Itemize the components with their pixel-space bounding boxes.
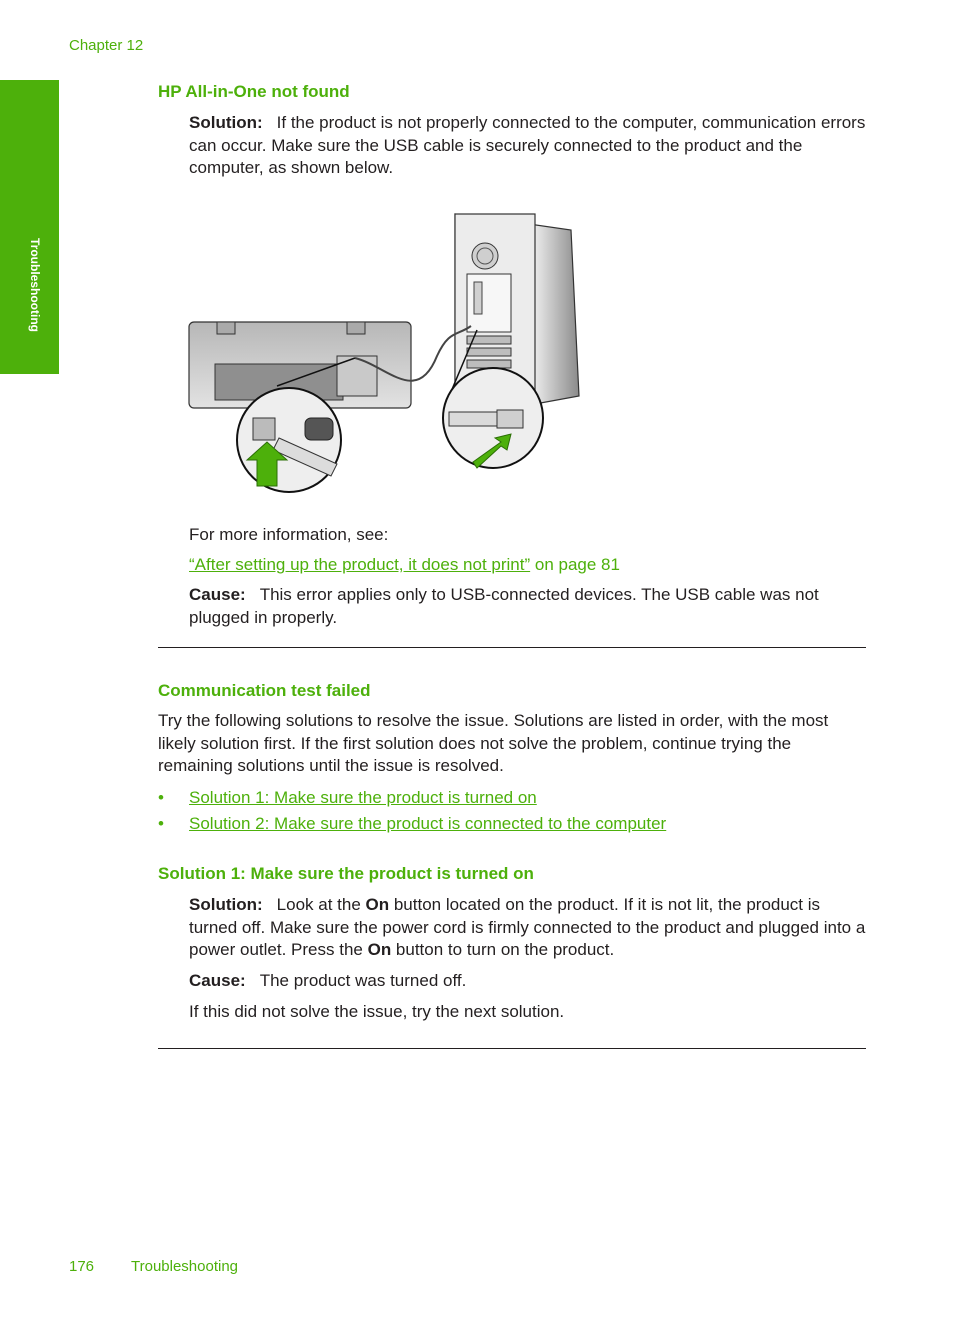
section-title-communication: Communication test failed (158, 681, 371, 700)
page-reference: on page 81 (530, 555, 620, 574)
cause-text: This error applies only to USB-connected devices. The USB cable was not plugged in properly. (189, 585, 819, 627)
solution-1-link[interactable]: Solution 1: Make sure the product is turned on (189, 788, 537, 807)
section-title-solution-1: Solution 1: Make sure the product is turned on (158, 864, 534, 883)
cause-label: Cause: (189, 585, 246, 604)
solution-text-pre: Look at the (276, 895, 366, 914)
list-item (189, 788, 537, 808)
solution-2-link[interactable]: Solution 2: Make sure the product is connected to the computer (189, 814, 667, 833)
after-setup-link[interactable]: “After setting up the product, it does not print” (189, 555, 531, 574)
cause-paragraph (189, 970, 867, 993)
on-button-name: On (367, 940, 392, 959)
side-tab-label: Troubleshooting (28, 238, 42, 332)
more-info-reference (189, 554, 867, 577)
solution-label: Solution: (189, 113, 263, 132)
page-number: 176 (69, 1258, 95, 1275)
list-item (189, 814, 666, 834)
intro-paragraph: Try the following solutions to resolve the issue. Solutions are listed in order, with the most likely solution first. If the first solution does not solve the problem, continue trying the remaining solutions until the issue is resolved. (158, 711, 829, 775)
solution-text: If the product is not properly connected to the computer, communication errors can occur. Make sure the USB cable is securely connected to the product and the computer, as shown below. (189, 113, 866, 177)
more-info-text: For more information, see: (189, 525, 389, 544)
solution-label: Solution: (189, 895, 263, 914)
chapter-header: Chapter 12 (69, 37, 144, 54)
cause-text: The product was turned off. (259, 971, 467, 990)
solution-1-paragraph (189, 894, 867, 962)
divider (158, 1048, 866, 1049)
bullet-marker: • (158, 814, 164, 833)
solution-paragraph (189, 112, 867, 180)
bullet-marker: • (158, 788, 164, 807)
solution-text-post: button to turn on the product. (391, 940, 615, 959)
section-title-not-found: HP All-in-One not found (158, 82, 350, 101)
divider (158, 647, 866, 648)
usb-connection-illustration (187, 206, 585, 496)
cause-label: Cause: (189, 971, 246, 990)
footer-section: Troubleshooting (131, 1258, 239, 1275)
on-button-name: On (365, 895, 390, 914)
next-solution-text: If this did not solve the issue, try the next solution. (189, 1002, 565, 1021)
solution-text-mid: button located on the product. If it is not lit, the product is turned off. Make sure the power cord is firmly connected to the product and plugged into a power outlet. Press the (189, 895, 866, 959)
cause-paragraph (189, 584, 867, 629)
